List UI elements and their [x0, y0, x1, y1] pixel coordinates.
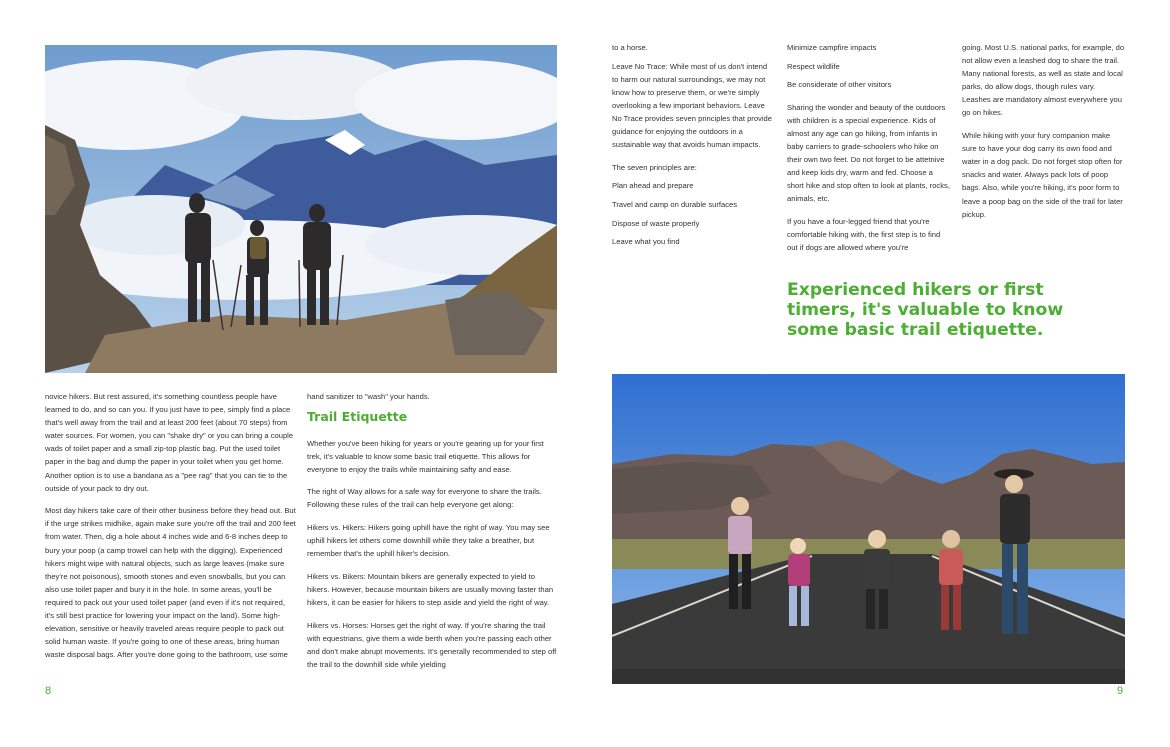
page-number: 8 [45, 685, 52, 697]
body-paragraph: Hikers vs. Horses: Horses get the right of way. If you're sharing the trail with equestrians, give them a wide berth when you're passing each other and don't make abrupt movements. It's generally recommended to step off the trail to the downhill side while yielding [307, 620, 557, 669]
page-number: 9 [1117, 685, 1124, 697]
body-paragraph: Hikers vs. Hikers: Hikers going uphill have the right of way. You may see uphill hikers let others come downhill while they take a breather, but remember that's the uphill hiker's decision. [307, 523, 550, 559]
left-column-1 [45, 390, 296, 671]
mountain-hikers-photo [45, 45, 557, 373]
body-paragraph: Sharing the wonder and beauty of the outdoors with children is a special experience. Kids of almost any age can go hiking, from infants in baby carriers to grade-schoolers who hike on their own two feet. Do not forget to be attetnive and keep kids dry, warm and fed. Choose a short hike and stop often to look at plants, rocks, animals, etc. [787, 102, 950, 204]
body-paragraph: novice hikers. But rest assured, it's something countless people have learned to do, and so can you. If you just have to pee, simply find a place that's well away from the trail and at least 200 feet (about 70 steps) from water sources. For women, you can "shake dry" or you can bring a couple wads of toilet paper and a small zip-top plastic bag. Put the used toilet paper in the bag and dump the paper in your toilet when you get home. Another option is to use a bandana as a "pee rag" that you can tie to the outside of your pack to dry out. [45, 392, 294, 493]
body-paragraph: While hiking with your fury companion make sure to have your dog carry its own food and water in a dog pack. Do not forget stop often for snacks and water. Always pack lots of poop bags. Also, while you're hiking, it's poor form to leave a poop bag on the side of the trail for later pickup. [962, 131, 1123, 219]
body-paragraph: hand sanitizer to "wash" your hands. [307, 392, 430, 401]
body-paragraph: Most day hikers take care of their other business before they head out. But if the urge strikes midhike, again make sure you're off the trail and 200 feet from water. Then, dig a hole about 4 inches wide and 6-8 inches deep to bury your poop (a camp trowel can help with the digging). Experienced hikers might wipe with natural objects, such as large leaves (make sure they're not poisonous), smooth stones and even snowballs, but you can also use toilet paper and bury it in the hole. In some areas, you'll be required to pack out your used toilet paper (and even if it's not required, it's still best practice for lowering your impact on the land). Some high-elevation, sensitive or heavily traveled areas require people to pack out solid human waste. If you're going to one of these areas, bring human waste disposal bags. After you're done going to the bathroom, use some [45, 506, 296, 660]
list-item: Plan ahead and prepare [612, 181, 694, 191]
right-column-3 [962, 41, 1125, 230]
list-item: Minimize campfire impacts [787, 43, 877, 52]
body-paragraph: If you have a four-legged friend that you're comfortable hiking with, the first step is to find out if dogs are allowed where you're [787, 217, 941, 253]
body-paragraph: to a horse. [612, 43, 648, 52]
section-heading: Trail Etiquette [307, 408, 408, 424]
pull-quote: Experienced hikers or first timers, it's valuable to know some basic trail etiquette. [787, 280, 1064, 340]
left-column-2 [307, 390, 558, 681]
list-item: Travel and camp on durable surfaces [612, 199, 738, 209]
body-paragraph: Leave No Trace: While most of us don't intend to harm our natural surroundings, we may not know how to preserve them, or we're simply overlooking a few important behaviors. Leave No Trace provides seven principles that provide guidance for enjoying the outdoors in a sustainable way that avoids human impacts. [612, 61, 772, 150]
right-column-2 [787, 41, 950, 264]
list-item: Be considerate of other visitors [787, 80, 892, 90]
list-item: Leave what you find [612, 237, 680, 247]
list-item: Respect wildlife [787, 61, 840, 71]
kids-on-road-photo [612, 374, 1125, 684]
body-paragraph: Whether you've been hiking for years or you're gearing up for your first trek, it's valuable to know some basic trail etiquette. This allows for everyone to enjoy the trails while maintaining safty and ease. [307, 438, 544, 474]
right-column-1 [612, 41, 775, 254]
body-paragraph: Hikers vs. Bikers: Mountain bikers are generally expected to yield to hikers. However, because mountain bikers are usually moving faster than hikers, it can be easier for hikers to step aside and yield the right of way. [307, 571, 554, 608]
body-paragraph: going. Most U.S. national parks, for example, do not allow even a leashed dog to share the trail. Many national forests, as well as state and local parks, do allow dogs, though rules vary. Leashes are mandatory almost everywhere you go on hikes. [962, 43, 1125, 118]
body-paragraph: The right of Way allows for a safe way for everyone to share the trails. Following these rules of the trail can help everyone get along: [307, 487, 542, 510]
body-paragraph: The seven principles are: [612, 162, 697, 172]
right-page [585, 0, 1170, 747]
list-item: Dispose of waste properly [612, 218, 700, 228]
